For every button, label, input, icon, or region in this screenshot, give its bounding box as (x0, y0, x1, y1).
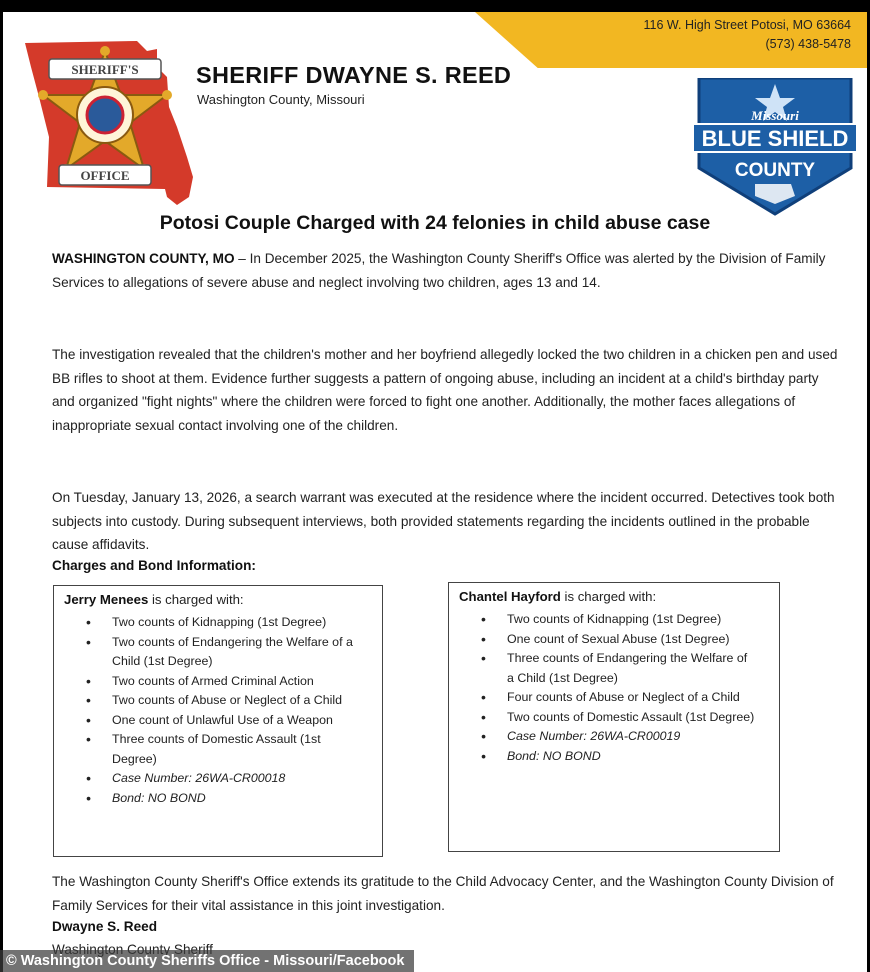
charge-item: • Two counts of Kidnapping (1st Degree) (455, 610, 755, 630)
defendant-name: Chantel Hayford (459, 589, 561, 604)
charged-with-text: is charged with: (148, 592, 244, 607)
charges-box-hayford (448, 582, 780, 852)
charge-item: • Two counts of Domestic Assault (1st Degree) (455, 708, 755, 728)
star-tip-ball (100, 46, 110, 56)
charge-item: • Four counts of Abuse or Neglect of a Child (455, 688, 755, 708)
sheriff-name-header: SHERIFF DWAYNE S. REED (196, 62, 512, 88)
charge-item: • Two counts of Endangering the Welfare of a Child (1st Degree) (60, 633, 360, 672)
bond-status: • Bond: NO BOND (60, 789, 360, 809)
charged-with-text: is charged with: (560, 589, 657, 604)
charge-item: • Three counts of Domestic Assault (1st Degree) (60, 730, 360, 769)
logo-bottom-text: OFFICE (80, 168, 130, 183)
logo-top-text: SHERIFF'S (71, 62, 139, 77)
paragraph-gratitude: The Washington County Sheriff's Office extends its gratitude to the Child Advocacy Center, and the Washington County Division of Family Services for their vital assistance in this joint investigation. (52, 874, 834, 913)
blue-shield-county-logo (691, 78, 859, 216)
charge-item: • Three counts of Endangering the Welfare of a Child (1st Degree) (455, 649, 755, 688)
star-tip-ball (38, 90, 48, 100)
charges-list (455, 610, 755, 766)
intro-text: – In December 2025, the Washington County Sheriff's Office was alerted by the Division of Family Services to allegations of severe abuse and neglect involving two children, ages 13 and 14. (52, 251, 826, 290)
charges-box-header (459, 588, 656, 606)
charge-item: • One count of Unlawful Use of a Weapon (60, 711, 360, 731)
star-tip-ball (162, 90, 172, 100)
charge-item: • Two counts of Armed Criminal Action (60, 672, 360, 692)
shield-text-blue-shield: BLUE SHIELD (701, 126, 849, 151)
charge-item: • Two counts of Abuse or Neglect of a Child (60, 691, 360, 711)
office-address (643, 16, 851, 54)
defendant-name: Jerry Menees (64, 592, 149, 607)
charge-item: • Two counts of Kidnapping (1st Degree) (60, 613, 360, 633)
signature-name: Dwayne S. Reed (52, 919, 158, 934)
shield-text-county: COUNTY (734, 160, 816, 181)
charges-box-menees (53, 585, 383, 857)
seal-center (87, 97, 123, 133)
charges-heading: Charges and Bond Information: (52, 558, 256, 573)
bond-status: • Bond: NO BOND (455, 747, 755, 767)
top-black-bar (0, 0, 870, 12)
address-phone: (573) 438-5478 (765, 37, 851, 51)
paragraph-intro (52, 247, 838, 294)
case-number: • Case Number: 26WA-CR00019 (455, 727, 755, 747)
paragraph-investigation: The investigation revealed that the children's mother and her boyfriend allegedly locked the two children in a chicken pen and used BB rifles to shoot at them. Evidence further suggests a pattern of ongoing abuse, including an incident at a child's birthday party and organized "fight nights" where the children were forced to fight one another. Additionally, the mother faces allegations of inappropriate sexual contact involving one of the children. (52, 347, 838, 433)
address-street: 116 W. High Street Potosi, MO 63664 (643, 18, 851, 32)
headline: Potosi Couple Charged with 24 felonies in child abuse case (159, 212, 711, 234)
dateline: WASHINGTON COUNTY, MO (52, 251, 235, 266)
charges-list (60, 613, 360, 808)
charge-item: • One count of Sexual Abuse (1st Degree) (455, 630, 755, 650)
county-subtitle: Washington County, Missouri (197, 92, 365, 107)
case-number: • Case Number: 26WA-CR00018 (60, 769, 360, 789)
paragraph-arrest: On Tuesday, January 13, 2026, a search warrant was executed at the residence where the incident occurred. Detectives took both subjects into custody. During subsequent interviews, both provided statements regarding the incidents outlined in the probable cause affidavits. (52, 490, 835, 552)
sheriff-office-logo (17, 37, 197, 209)
shield-text-missouri: Missouri (751, 108, 799, 123)
press-release-document (3, 12, 867, 972)
photo-credit: © Washington County Sheriffs Office - Missouri/Facebook (0, 950, 414, 972)
charges-box-header (64, 591, 244, 609)
